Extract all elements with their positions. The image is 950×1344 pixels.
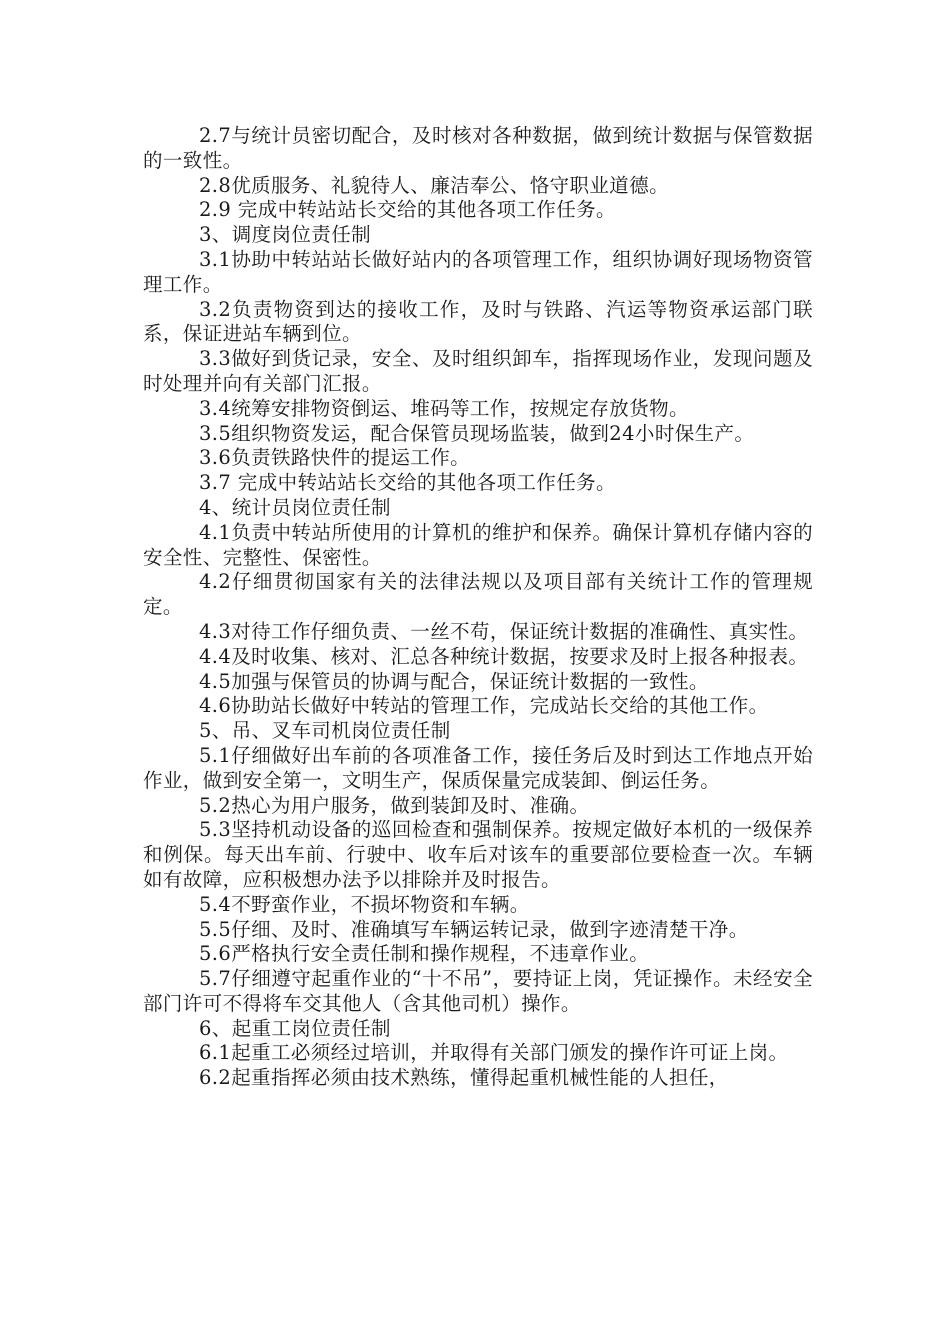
- paragraph-2-7: 2.7与统计员密切配合，及时核对各种数据，做到统计数据与保管数据的一致性。: [143, 124, 813, 172]
- paragraph-5-3: 5.3坚持机动设备的巡回检查和强制保养。按规定做好本机的一级保养和例保。每天出车前、行驶中、收车后对该车的重要部位要检查一次。车辆如有故障，应积极想办法予以排除并及时报告。: [143, 818, 813, 891]
- paragraph-3-7: 3.7 完成中转站站长交给的其他各项工作任务。: [199, 471, 616, 495]
- paragraph-6-2: 6.2起重指挥必须由技术熟练，懂得起重机械性能的人担任，: [199, 1066, 729, 1090]
- paragraph-5-4: 5.4不野蛮作业，不损坏物资和车辆。: [199, 892, 530, 916]
- paragraph-4-6: 4.6协助站长做好中转站的管理工作，完成站长交给的其他工作。: [199, 694, 769, 718]
- paragraph-4-2: 4.2仔细贯彻国家有关的法律法规以及项目部有关统计工作的管理规定。: [143, 570, 813, 619]
- paragraph-3-2: 3.2负责物资到达的接收工作，及时与铁路、汽运等物资承运部门联系，保证进站车辆到位。: [143, 297, 813, 346]
- section-heading-6: 6、起重工岗位责任制: [199, 1016, 391, 1040]
- paragraph-3-4: 3.4统筹安排物资倒运、堆码等工作，按规定存放货物。: [199, 396, 689, 420]
- paragraph-2-8: 2.8优质服务、礼貌待人、廉洁奉公、恪守职业道德。: [199, 173, 670, 197]
- paragraph-4-3: 4.3对待工作仔细负责、一丝不苟，保证统计数据的准确性、真实性。: [199, 619, 809, 643]
- section-heading-3: 3、调度岗位责任制: [199, 223, 372, 247]
- paragraph-3-6: 3.6负责铁路快件的提运工作。: [199, 446, 471, 470]
- paragraph-3-3: 3.3做好到货记录，安全、及时组织卸车，指挥现场作业，发现问题及时处理并向有关部门汇报。: [143, 347, 813, 395]
- paragraph-4-4: 4.4及时收集、核对、汇总各种统计数据，按要求及时上报各种报表。: [199, 644, 809, 668]
- paragraph-2-9: 2.9 完成中转站站长交给的其他各项工作任务。: [199, 198, 616, 222]
- paragraph-4-5: 4.5加强与保管员的协调与配合，保证统计数据的一致性。: [199, 669, 709, 693]
- paragraph-6-1: 6.1起重工必须经过培训，并取得有关部门颁发的操作许可证上岗。: [199, 1041, 789, 1065]
- paragraph-5-6: 5.6严格执行安全责任制和操作规程，不违章作业。: [199, 942, 650, 966]
- paragraph-5-2: 5.2热心为用户服务，做到装卸及时、准确。: [199, 793, 590, 817]
- paragraph-3-1: 3.1协助中转站站长做好站内的各项管理工作，组织协调好现场物资管理工作。: [143, 247, 813, 296]
- paragraph-4-1: 4.1负责中转站所使用的计算机的维护和保养。确保计算机存储内容的安全性、完整性、保密性。: [143, 520, 813, 569]
- section-heading-4: 4、统计员岗位责任制: [199, 495, 391, 519]
- section-heading-5: 5、吊、叉车司机岗位责任制: [199, 719, 451, 743]
- paragraph-5-1: 5.1仔细做好出车前的各项准备工作，接任务后及时到达工作地点开始作业，做到安全第一，文明生产，保质保量完成装卸、倒运任务。: [143, 743, 813, 792]
- paragraph-3-5: 3.5组织物资发运，配合保管员现场监装，做到24小时保生产。: [199, 421, 755, 445]
- paragraph-5-5: 5.5仔细、及时、准确填写车辆运转记录，做到字迹清楚干净。: [199, 917, 749, 941]
- paragraph-5-7: 5.7仔细遵守起重作业的“十不吊”，要持证上岗，凭证操作。未经安全部门许可不得将车交其他人（含其他司机）操作。: [143, 967, 813, 1015]
- document-body: [143, 124, 813, 1091]
